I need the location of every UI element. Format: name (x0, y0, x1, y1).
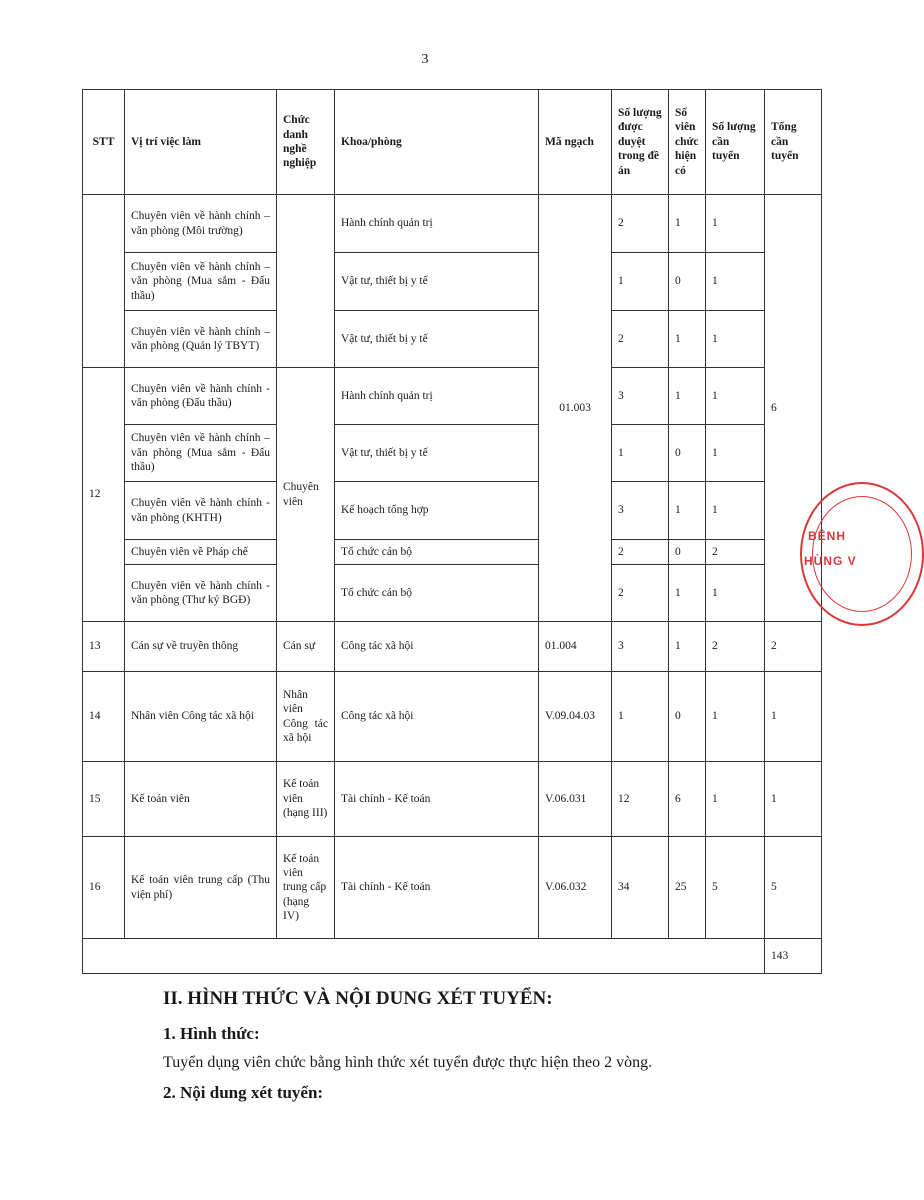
cell-dept: Kế hoạch tổng hợp (335, 482, 539, 540)
cell-dept: Tổ chức cán bộ (335, 565, 539, 622)
table-row (83, 368, 822, 425)
cell-stt: 12 (83, 368, 125, 622)
table-row (83, 195, 822, 253)
cell-position: Chuyên viên về hành chính – văn phòng (Mua sắm - Đấu thầu) (125, 253, 277, 311)
cell-grand-total: 143 (765, 939, 822, 974)
cell-dept: Hành chính quản trị (335, 195, 539, 253)
cell-code: V.09.04.03 (539, 672, 612, 762)
cell-code: V.06.031 (539, 762, 612, 837)
cell-dept: Tổ chức cán bộ (335, 540, 539, 565)
cell-approved: 1 (612, 253, 669, 311)
cell-approved: 1 (612, 425, 669, 482)
cell-needed: 1 (706, 368, 765, 425)
cell-position: Chuyên viên về hành chính - văn phòng (Thư ký BGĐ) (125, 565, 277, 622)
cell-existing: 0 (669, 540, 706, 565)
cell-approved: 2 (612, 311, 669, 368)
cell-dept: Vật tư, thiết bị y tế (335, 425, 539, 482)
table-row (83, 622, 822, 672)
header-row (83, 90, 822, 195)
subsection-heading: 1. Hình thức: (163, 1024, 260, 1043)
cell-existing: 0 (669, 672, 706, 762)
cell-position: Chuyên viên về hành chính – văn phòng (Môi trường) (125, 195, 277, 253)
cell-stt: 16 (83, 837, 125, 939)
header-dept: Khoa/phòng (335, 90, 539, 195)
cell-approved: 34 (612, 837, 669, 939)
header-stt: STT (83, 90, 125, 195)
cell-existing: 1 (669, 482, 706, 540)
cell-approved: 3 (612, 622, 669, 672)
table-row (83, 565, 822, 622)
cell-dept: Tài chính - Kế toán (335, 762, 539, 837)
cell-dept: Vật tư, thiết bị y tế (335, 253, 539, 311)
header-title: Chức danh nghề nghiệp (277, 90, 335, 195)
cell-approved: 1 (612, 672, 669, 762)
cell-position: Chuyên viên về hành chính - văn phòng (KHTH) (125, 482, 277, 540)
cell-stt: 14 (83, 672, 125, 762)
cell-needed: 1 (706, 425, 765, 482)
table-row (83, 672, 822, 762)
cell-position: Chuyên viên về hành chính - văn phòng (Đấu thầu) (125, 368, 277, 425)
cell-title: Cán sự (277, 622, 335, 672)
cell-needed: 2 (706, 540, 765, 565)
cell-code: 01.004 (539, 622, 612, 672)
recruitment-table (82, 89, 822, 974)
cell-position: Kế toán viên (125, 762, 277, 837)
cell-needed: 1 (706, 311, 765, 368)
cell-position: Cán sự về truyền thông (125, 622, 277, 672)
cell-approved: 2 (612, 195, 669, 253)
cell-stt-blank (83, 195, 125, 368)
cell-needed: 1 (706, 482, 765, 540)
cell-stt: 13 (83, 622, 125, 672)
cell-position: Kế toán viên trung cấp (Thu viện phí) (125, 837, 277, 939)
cell-existing: 1 (669, 311, 706, 368)
cell-title: Kế toán viên (hạng III) (277, 762, 335, 837)
cell-title: Kế toán viên trung cấp (hạng IV) (277, 837, 335, 939)
cell-total: 1 (765, 762, 822, 837)
cell-needed: 2 (706, 622, 765, 672)
cell-total-label-blank (83, 939, 765, 974)
table-row (83, 837, 822, 939)
cell-needed: 1 (706, 565, 765, 622)
cell-existing: 1 (669, 565, 706, 622)
cell-position: Chuyên viên về Pháp chế (125, 540, 277, 565)
header-approved: Số lượng được duyệt trong đề án (612, 90, 669, 195)
paragraph: Tuyển dụng viên chức bằng hình thức xét tuyển được thực hiện theo 2 vòng. (163, 1054, 653, 1071)
cell-approved: 2 (612, 540, 669, 565)
header-total: Tổng cần tuyển (765, 90, 822, 195)
cell-title: Nhân viên Công tác xã hội (277, 672, 335, 762)
table-row (83, 540, 822, 565)
cell-stt: 15 (83, 762, 125, 837)
cell-approved: 2 (612, 565, 669, 622)
cell-total: 1 (765, 672, 822, 762)
cell-dept: Công tác xã hội (335, 672, 539, 762)
cell-existing: 6 (669, 762, 706, 837)
header-needed: Số lượng cần tuyển (706, 90, 765, 195)
cell-code: 01.003 (539, 195, 612, 622)
cell-needed: 1 (706, 762, 765, 837)
table-row (83, 425, 822, 482)
cell-approved: 12 (612, 762, 669, 837)
table-row (83, 253, 822, 311)
header-code: Mã ngạch (539, 90, 612, 195)
red-stamp (800, 482, 924, 626)
table-row (83, 311, 822, 368)
stamp-text: HÙNG V (804, 554, 857, 568)
cell-dept: Công tác xã hội (335, 622, 539, 672)
cell-dept: Tài chính - Kế toán (335, 837, 539, 939)
cell-existing: 1 (669, 195, 706, 253)
cell-position: Chuyên viên về hành chính – văn phòng (Mua sắm - Đấu thầu) (125, 425, 277, 482)
header-position: Vị trí việc làm (125, 90, 277, 195)
cell-existing: 0 (669, 253, 706, 311)
cell-position: Nhân viên Công tác xã hội (125, 672, 277, 762)
cell-needed: 1 (706, 253, 765, 311)
stamp-text: BỆNH (808, 529, 847, 543)
section-heading: II. HÌNH THỨC VÀ NỘI DUNG XÉT TUYỂN: (163, 988, 553, 1009)
header-existing: Số viên chức hiện có (669, 90, 706, 195)
cell-existing: 1 (669, 622, 706, 672)
cell-needed: 1 (706, 672, 765, 762)
cell-needed: 1 (706, 195, 765, 253)
cell-existing: 1 (669, 368, 706, 425)
cell-needed: 5 (706, 837, 765, 939)
cell-total: 6 (765, 195, 822, 622)
cell-total: 2 (765, 622, 822, 672)
cell-approved: 3 (612, 482, 669, 540)
cell-title-blank (277, 195, 335, 368)
cell-existing: 25 (669, 837, 706, 939)
cell-position: Chuyên viên về hành chính – văn phòng (Quản lý TBYT) (125, 311, 277, 368)
page-number: 3 (421, 52, 429, 67)
cell-approved: 3 (612, 368, 669, 425)
total-row (83, 939, 822, 974)
cell-code: V.06.032 (539, 837, 612, 939)
cell-dept: Vật tư, thiết bị y tế (335, 311, 539, 368)
subsection-heading: 2. Nội dung xét tuyển: (163, 1083, 324, 1102)
cell-existing: 0 (669, 425, 706, 482)
table-row (83, 482, 822, 540)
cell-dept: Hành chính quản trị (335, 368, 539, 425)
table-row (83, 762, 822, 837)
cell-total: 5 (765, 837, 822, 939)
cell-title: Chuyên viên (277, 368, 335, 622)
